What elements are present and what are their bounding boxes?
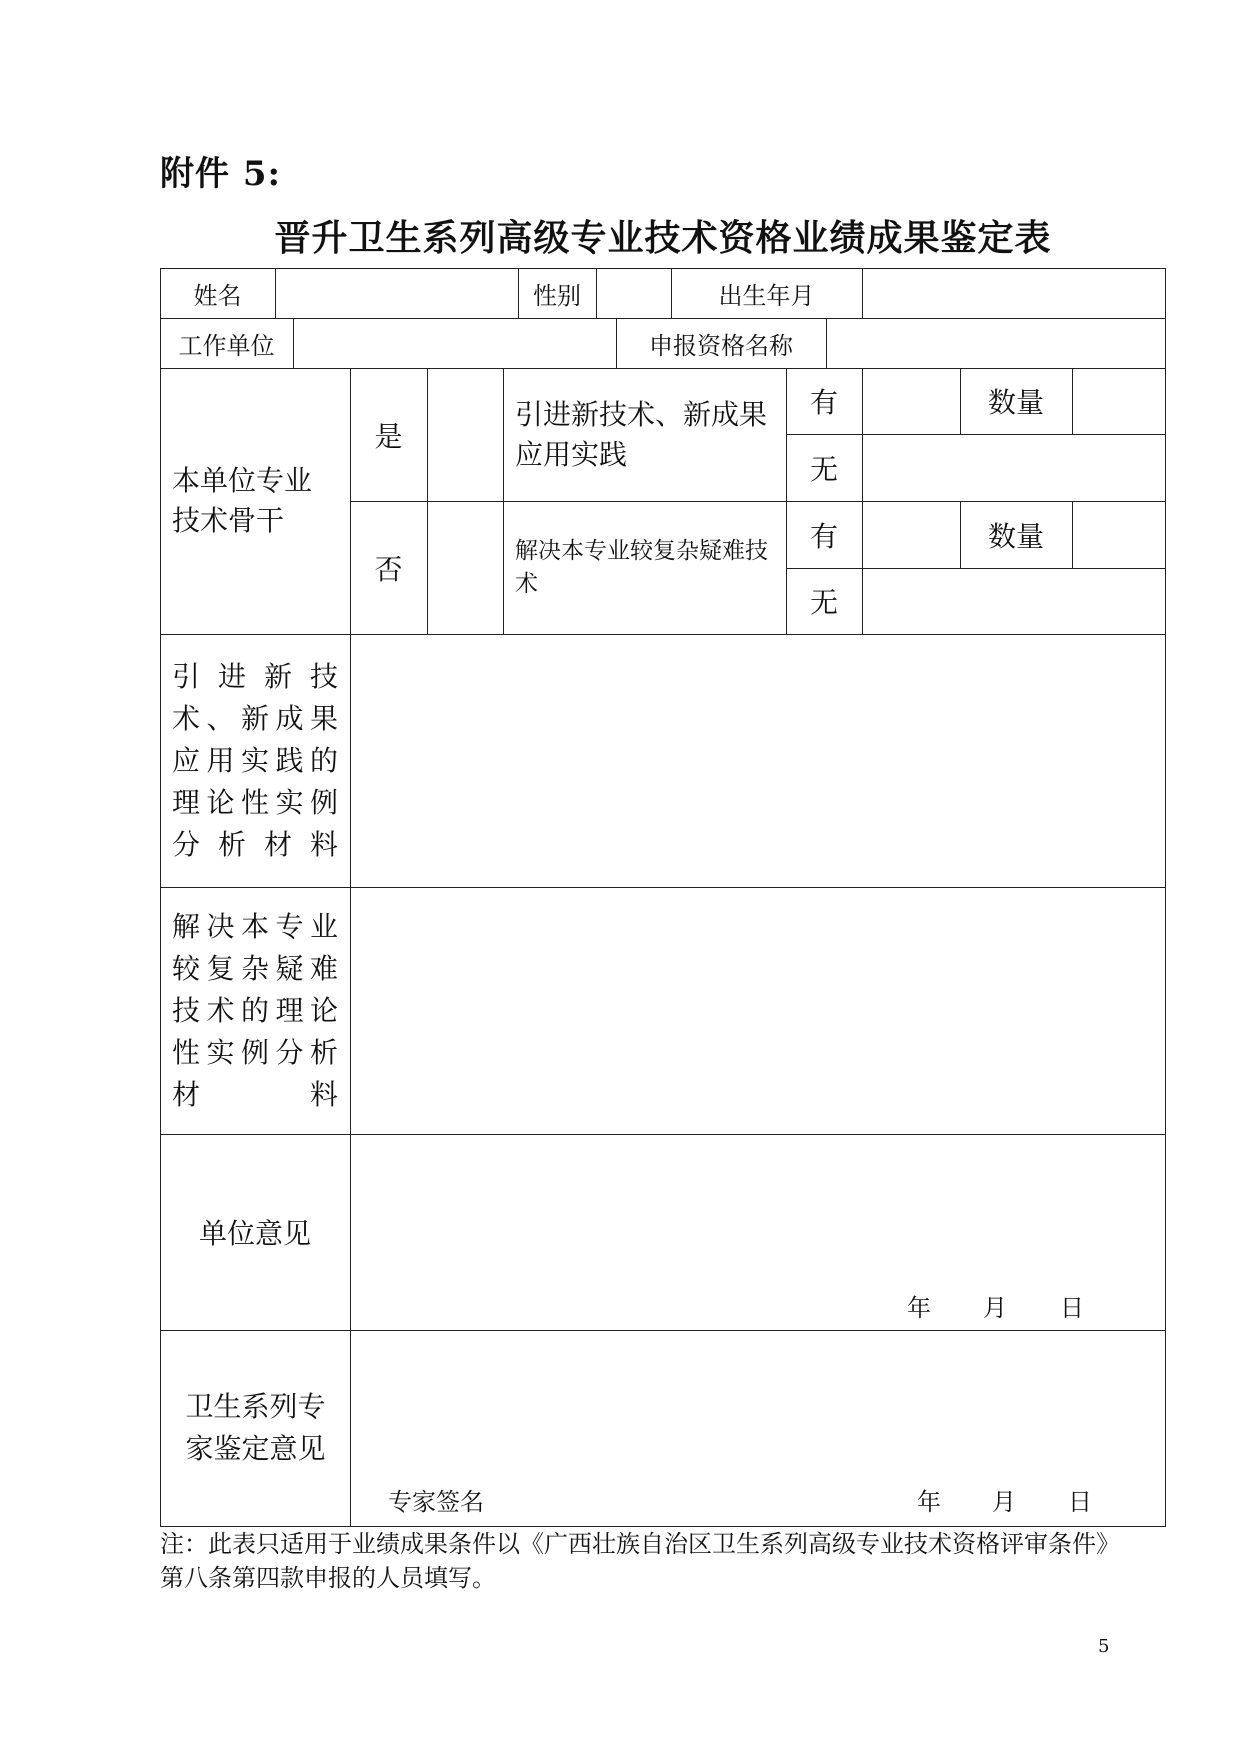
complex-tech-material-field[interactable] [351, 888, 1164, 1133]
quantity-label-1: 数量 [987, 386, 1044, 419]
gender-field[interactable] [597, 269, 670, 317]
birth-label: 出生年月 [718, 281, 815, 310]
complex-tech-label: 解决本专业较复杂疑难技术 [515, 537, 768, 597]
complex-tech-material-label: 解决本专业较复杂疑难技术的理论性实例分析材料 [172, 909, 338, 1111]
expert-date-month: 月 [992, 1488, 1016, 1516]
yes-label: 是 [374, 419, 403, 453]
qualification-field[interactable] [827, 319, 1164, 367]
gender-label: 性别 [533, 281, 581, 310]
expert-opinion-label: 卫生系列专家鉴定意见 [185, 1390, 326, 1465]
qualification-label: 申报资格名称 [649, 331, 793, 360]
work-unit-label: 工作单位 [178, 331, 275, 360]
have-field-2[interactable] [863, 502, 959, 567]
have-label-2: 有 [809, 519, 838, 553]
new-tech-material-label: 引进新技术、新成果应用实践的理论性实例分析材料 [172, 659, 338, 861]
no-label: 否 [374, 552, 403, 586]
none-field-2[interactable] [863, 569, 1164, 633]
quantity-label-2: 数量 [987, 519, 1044, 553]
expert-date-year: 年 [917, 1488, 941, 1516]
name-field[interactable] [276, 269, 517, 317]
unit-date-month: 月 [983, 1294, 1007, 1322]
quantity-field-1[interactable] [1073, 369, 1164, 433]
form-title: 晋升卫生系列高级专业技术资格业绩成果鉴定表 [274, 217, 1052, 259]
work-unit-field[interactable] [294, 319, 615, 367]
attachment-label: 附件 5: [160, 154, 282, 194]
none-label-2: 无 [809, 586, 838, 619]
backbone-label: 本单位专业技术骨干 [172, 464, 313, 537]
none-field-1[interactable] [863, 435, 1164, 500]
expert-date-day: 日 [1068, 1488, 1092, 1516]
have-field-1[interactable] [863, 369, 959, 433]
unit-date-day: 日 [1060, 1294, 1084, 1322]
footnote: 注：此表只适用于业绩成果条件以《广西壮族自治区卫生系列高级专业技术资格评审条件》第八条第四款申报的人员填写。 [160, 1530, 1120, 1592]
new-tech-material-field[interactable] [351, 635, 1164, 886]
yes-checkbox[interactable] [428, 369, 502, 500]
no-checkbox[interactable] [428, 502, 502, 633]
expert-signature-label: 专家签名 [388, 1488, 484, 1516]
unit-opinion-field[interactable] [351, 1135, 1164, 1329]
birth-field[interactable] [863, 269, 1164, 317]
quantity-field-2[interactable] [1073, 502, 1164, 567]
new-tech-label: 引进新技术、新成果应用实践 [515, 397, 768, 471]
unit-date-year: 年 [907, 1294, 931, 1322]
page-number: 5 [1098, 1636, 1110, 1657]
unit-opinion-label: 单位意见 [198, 1217, 311, 1250]
none-label-1: 无 [809, 452, 838, 486]
have-label-1: 有 [809, 386, 838, 419]
name-label: 姓名 [193, 281, 242, 310]
